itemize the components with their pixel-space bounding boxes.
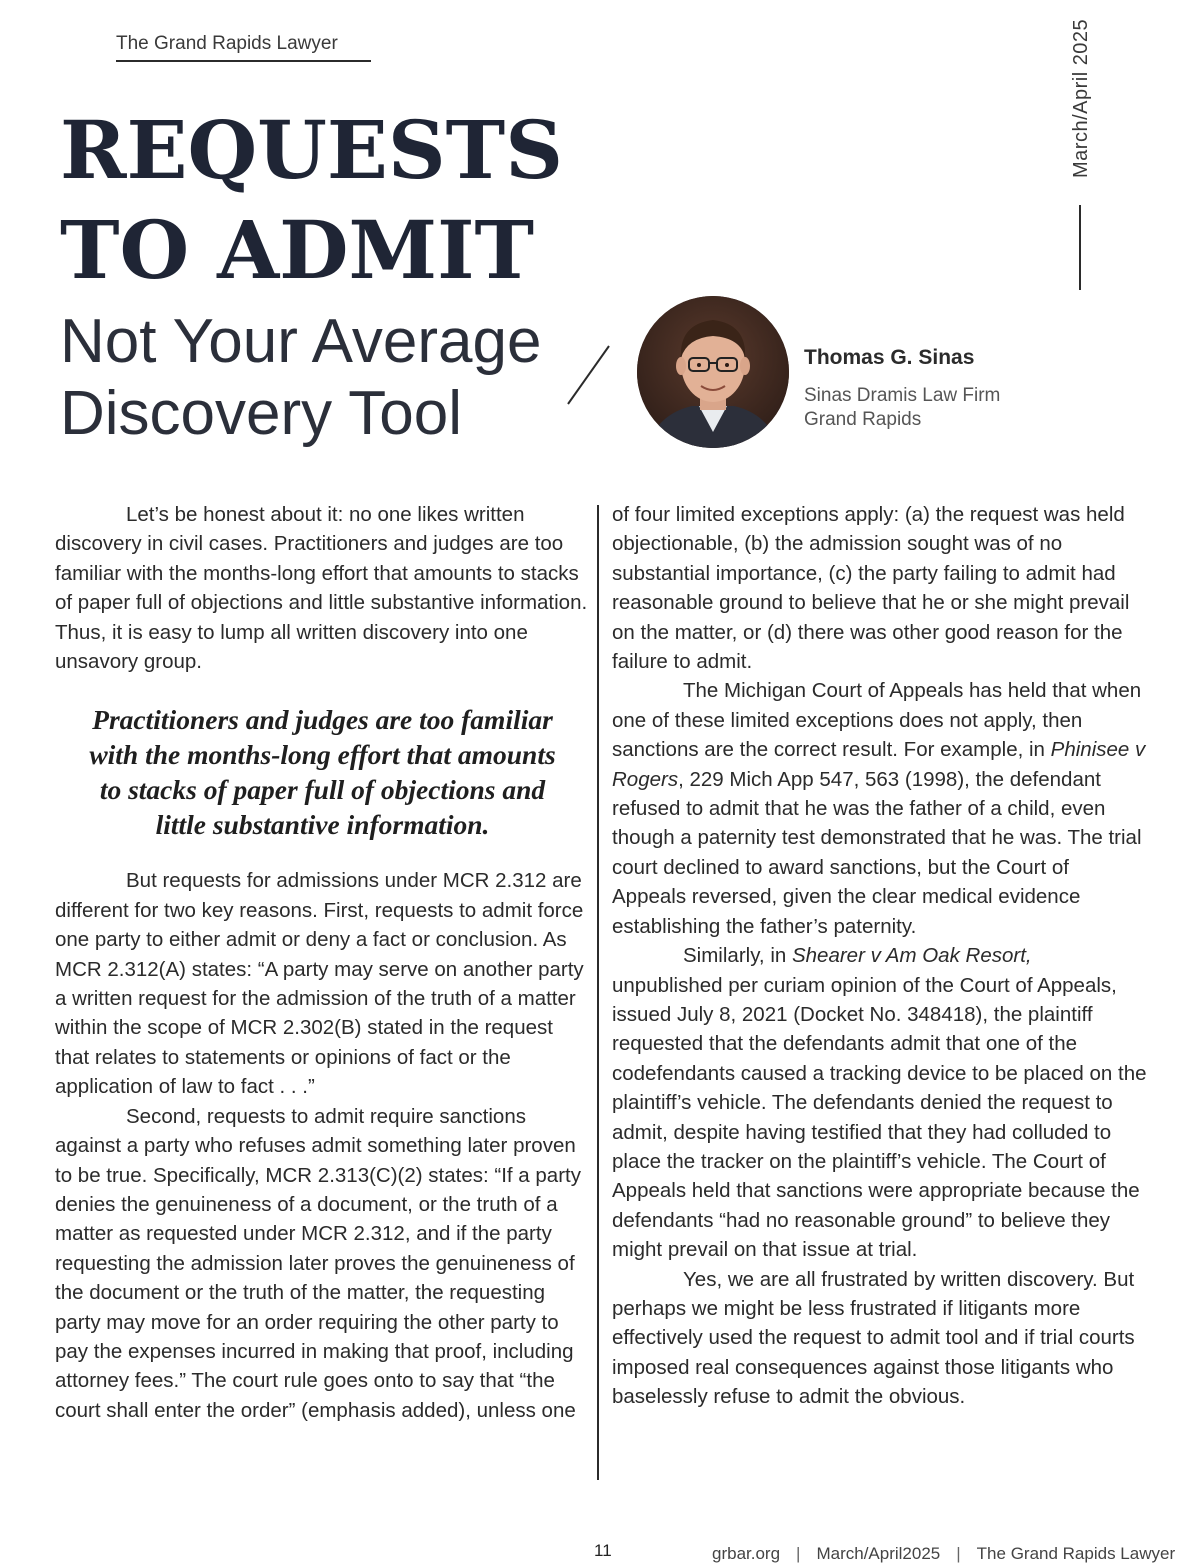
title-line-1: REQUESTS xyxy=(60,103,563,197)
pull-quote-line: Practitioners and judges are too familiar xyxy=(92,704,553,736)
footer-website: grbar.org xyxy=(712,1544,781,1563)
case-name: Phinisee v Rogers xyxy=(612,738,1146,791)
paragraph-shearer xyxy=(612,941,1147,1264)
publication-name: The Grand Rapids Lawyer xyxy=(116,33,338,54)
footer-publication: The Grand Rapids Lawyer xyxy=(976,1544,1176,1563)
paragraph-intro: Let’s be honest about it: no one likes written discovery in civil cases. Practitioners and judges are too familiar with the months-long effort that amounts to stacks of paper full of objections and little substantive information. Thus, it is easy to lump all written discovery into one unsavory group. xyxy=(55,503,588,674)
text-segment: Similarly, in xyxy=(683,944,792,968)
author-name: Thomas G. Sinas xyxy=(804,346,975,369)
pull-quote-line: little substantive information. xyxy=(155,809,490,841)
article-title xyxy=(60,100,620,300)
text-segment: The Michigan Court of Appeals has held that when one of these limited exceptions does not apply, then sanctions are the correct result. For example, in xyxy=(612,679,1142,762)
pull-quote-line: to stacks of paper full of objections and xyxy=(99,774,546,806)
footer-separator: | xyxy=(796,1544,801,1563)
slash-divider-icon xyxy=(566,344,611,406)
author-firm: Sinas Dramis Law Firm xyxy=(804,385,1001,406)
author-portrait-icon xyxy=(637,296,789,448)
left-column xyxy=(55,500,590,1425)
text-segment: , 229 Mich App 547, 563 (1998), the defendant refused to admit that he was the father of a child, even though a paternity test demonstrated that he was. The trial court declined to award sanctions, but the Court of Appeals reversed, given the clear medical evidence establishing the father’s paternity. xyxy=(612,767,1142,938)
author-city: Grand Rapids xyxy=(804,409,922,430)
page-number: 11 xyxy=(594,1541,612,1560)
subtitle-line-2: Discovery Tool xyxy=(60,379,463,448)
subtitle-line-1: Not Your Average xyxy=(60,307,542,376)
header-rule xyxy=(116,60,371,62)
column-divider xyxy=(597,505,599,1480)
right-column xyxy=(612,500,1147,1412)
title-line-2: TO ADMIT xyxy=(60,203,535,297)
author-avatar xyxy=(637,296,789,448)
paragraph-mcr-2312: But requests for admissions under MCR 2.312 are different for two key reasons. First, requests to admit force one party to either admit or deny a fact or conclusion. As MCR 2.312(A) states: “A party may serve on another party a written request for the admission of the truth of a matter within the scope of MCR 2.302(B) stated in the request that relates to statements or opinions of fact or the application of law to fact . . .” xyxy=(55,869,584,1099)
paragraph-conclusion: Yes, we are all frustrated by written discovery. But perhaps we might be less frustrated if litigants more effectively used the request to admit tool and if trial courts imposed real consequences against those litigants who baselessly refuse to admit the obvious. xyxy=(612,1267,1135,1409)
case-name: Shearer v Am Oak Resort, xyxy=(791,944,1032,968)
article-subtitle xyxy=(60,306,580,450)
vertical-rule xyxy=(1079,205,1081,290)
paragraph-sanctions: Second, requests to admit require sanctions against a party who refuses admit something later proven to be true. Specifically, MCR 2.313(C)(2) states: “If a party denies the genuineness of a document, or the truth of a matter as requested under MCR 2.312, and if the party requesting the admission later proves the genuineness of the document or the truth of the matter, the requesting party may move for an order requiring the other party to pay the expenses incurred in making that proof, including attorney fees.” The court rule goes onto to say that “the court shall enter the order” (emphasis added), unless one xyxy=(55,1104,581,1422)
pull-quote-line: with the months-long effort that amounts xyxy=(89,739,556,771)
footer xyxy=(712,1544,1175,1564)
footer-issue: March/April2025 xyxy=(816,1544,941,1563)
text-segment: unpublished per curiam opinion of the Court of Appeals, issued July 8, 2021 (Docket No. 348418), the plaintiff requested that the defendants admit that one of the codefendants caused a tracking device to be placed on the plaintiff’s vehicle. The defendants denied the request to admit, despite having testified that they had colluded to place the tracker on the plaintiff’s vehicle. The Court of Appeals held that sanctions were appropriate because the defendants “had no reasonable ground” to believe they might prevail on that issue at trial. xyxy=(612,973,1147,1262)
paragraph-exceptions: of four limited exceptions apply: (a) the request was held objectionable, (b) the admission sought was of no substantial importance, (c) the party failing to admit had reasonable ground to believe that he or she might prevail on the matter, or (d) there was other good reason for the failure to admit. xyxy=(612,503,1130,674)
paragraph-phinisee xyxy=(612,676,1147,941)
issue-date-vertical: March/April 2025 xyxy=(1070,18,1092,178)
pull-quote xyxy=(55,702,590,842)
footer-separator: | xyxy=(956,1544,961,1563)
